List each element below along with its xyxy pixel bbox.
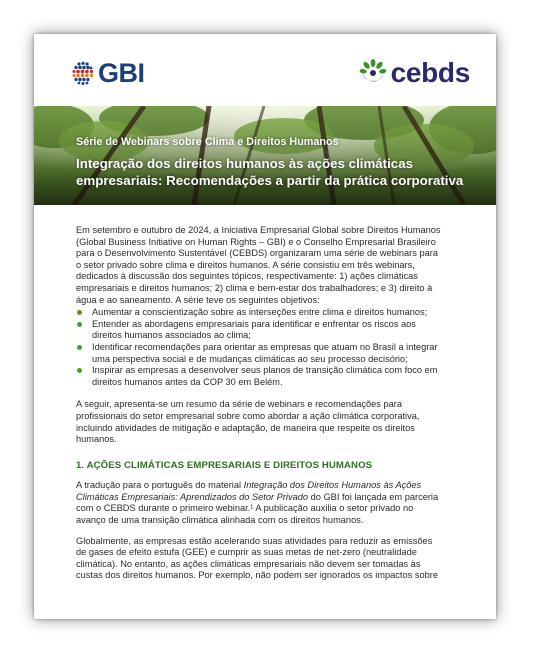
text-line: direitos humanos antes da COP 30 em Belém. [92, 376, 283, 387]
document-page [34, 34, 496, 619]
intro-paragraph [76, 225, 456, 306]
text-line: com o CEBDS durante o primeiro webinar.¹ A publicação auxilia o setor privado no [76, 503, 414, 514]
list-item [76, 307, 456, 319]
publication-title: Climáticas Empresariais: Aprendizados do Setor Privado [76, 491, 309, 502]
gbi-logo-text: GBI [98, 58, 145, 88]
list-item [76, 342, 456, 365]
text-line: o setor privado sobre clima e direitos humanos. A série consistiu em três webinars, [76, 259, 415, 270]
hero-banner [34, 106, 496, 205]
text-line: (Global Business Initiative on Human Rights – GBI) e o Conselho Empresarial Brasileiro [76, 236, 436, 247]
cebds-logo [358, 59, 470, 87]
text-line: para o Desenvolvimento Sustentável (CEBDS) organizaram uma série de webinars para [76, 248, 438, 259]
bullet-icon [77, 368, 82, 373]
cebds-logo-text: cebds [390, 57, 470, 88]
text-line: empresariais e direitos humanos; 2) clima e bem-estar dos trabalhadores; e 3) direito à [76, 282, 433, 293]
logo-header [34, 34, 496, 106]
text-line: Inspirar as empresas a desenvolver seus planos de transição climática com foco em [92, 365, 438, 376]
text-line: do GBI foi lançada em parceria [308, 491, 439, 502]
section-paragraph [76, 480, 456, 526]
objectives-list [76, 307, 456, 388]
text-line: humanos. [76, 434, 117, 445]
series-label: Série de Webinars sobre Clima e Direitos Humanos [76, 136, 339, 148]
bullet-icon [77, 345, 82, 350]
text-line: profissionais do setor empresarial sobre como abordar a ação climática corporativa, [76, 410, 420, 421]
leaf-emblem-icon [358, 59, 388, 87]
document-body [76, 225, 456, 582]
text-line: Em setembro e outubro de 2024, a Iniciativa Empresarial Global sobre Direitos Humanos [76, 225, 441, 235]
list-item [76, 365, 456, 388]
title-line: Integração dos direitos humanos às ações climáticas [76, 156, 413, 171]
text-line: incluindo atividades de mitigação e adaptação, de maneira que respeite os direitos [76, 422, 415, 433]
bullet-icon [77, 322, 82, 327]
text-line: avanço de uma transição climática alinhada com os direitos humanos. [76, 515, 364, 526]
list-item [76, 319, 456, 342]
text-line: A tradução para o português do material [76, 480, 244, 491]
text-line: custas dos direitos humanos. Por exemplo, não podem ser ignorados os impactos sobre [76, 570, 438, 581]
globe-icon [70, 60, 96, 86]
publication-title: Integração dos Direitos Humanos às Ações [243, 480, 422, 491]
text-line: climática). No entanto, as ações climáticas empresariais não devem ser tomadas às [76, 558, 421, 569]
text-line: Aumentar a conscientização sobre as interseções entre clima e direitos humanos; [92, 307, 428, 318]
banner-text [76, 136, 486, 189]
text-line: Globalmente, as empresas estão acelerando suas atividades para reduzir as emissões [76, 535, 433, 546]
bullet-icon [77, 310, 82, 315]
gbi-logo [70, 60, 145, 86]
text-line: direitos humanos associados ao clima; [92, 330, 251, 341]
text-line: de gases de efeito estufa (GEE) e cumprir as suas metas de net-zero (neutralidade [76, 547, 417, 558]
section-heading: 1. AÇÕES CLIMÁTICAS EMPRESARIAIS E DIREITOS HUMANOS [76, 459, 373, 471]
text-line: A seguir, apresenta-se um resumo da série de webinars e recomendações para [76, 399, 402, 410]
text-line: Entender as abordagens empresariais para identificar e enfrentar os riscos aos [92, 318, 416, 329]
text-line: dedicados à discussão dos seguintes tópicos, respectivamente: 1) ações climáticas [76, 271, 418, 282]
section-paragraph [76, 536, 456, 582]
title-line: empresariais: Recomendações a partir da prática corporativa [76, 173, 464, 188]
text-line: uma perspectiva social e de mudanças climáticas ao seu processo decisório; [92, 353, 408, 364]
summary-paragraph [76, 399, 456, 445]
text-line: água e ao saneamento. A série teve os seguintes objetivos: [76, 294, 320, 305]
text-line: Identificar recomendações para orientar as empresas que atuam no Brasil a integrar [92, 341, 438, 352]
page-title [76, 155, 486, 189]
